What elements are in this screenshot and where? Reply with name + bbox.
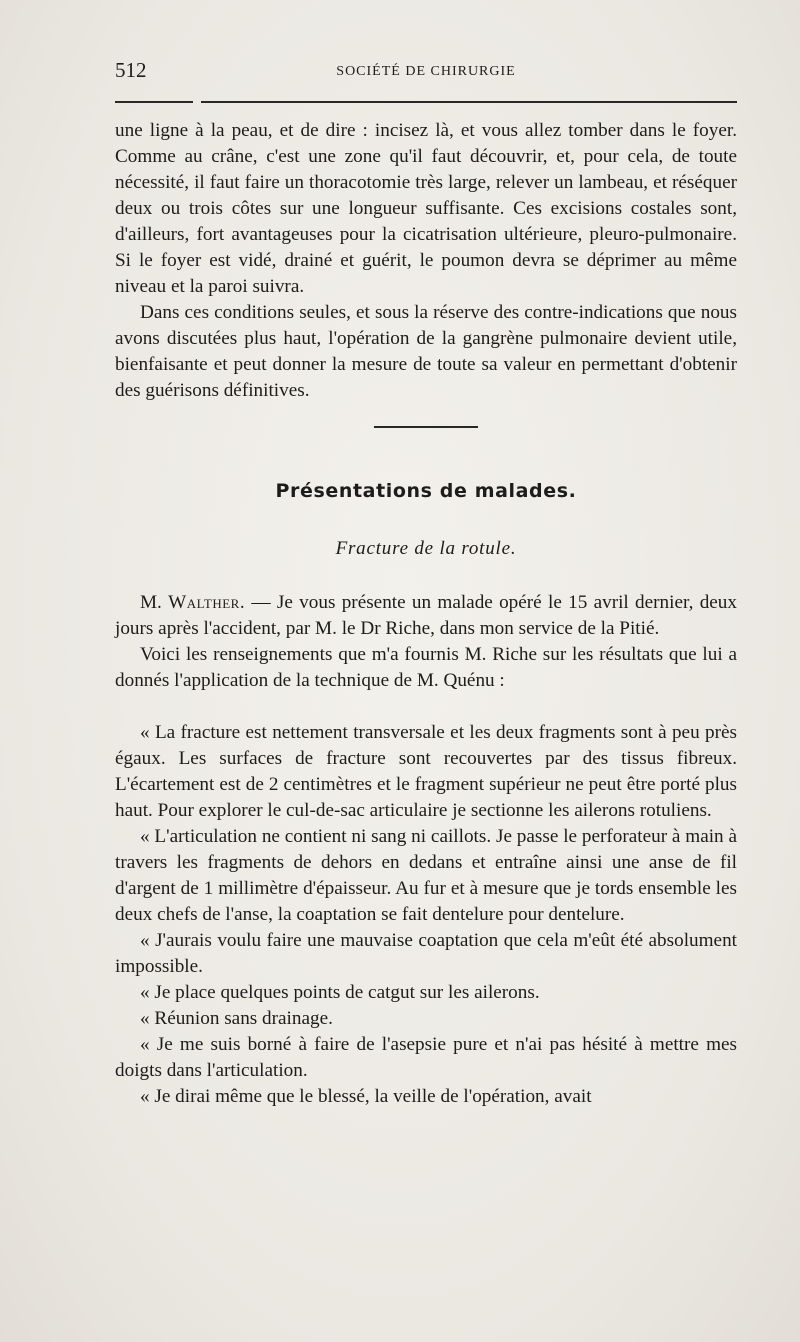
speaker-name: Walther. xyxy=(168,592,246,613)
paragraph-conclusion: Dans ces conditions seules, et sous la réserve des contre-indications que nous avons discutées plus haut, l'opération de la gangrène pulmonaire devient utile, bienfaisante et peut donner la mesure de toute sa valeur en permettant d'obtenir des guérisons définitives. xyxy=(115,302,737,401)
running-title: SOCIÉTÉ DE CHIRURGIE xyxy=(336,64,516,79)
quote-paragraph: « L'articulation ne contient ni sang ni caillots. Je passe le perforateur à main à travers les fragments de dehors en dedans et entraîne ainsi une anse de fil d'argent de 1 millimètre d'épaisseur. Au fur et à mesure que je tords ensemble les deux chefs de l'anse, la coaptation se fait dentelure pour dentelure. xyxy=(115,826,737,925)
header-rule-short xyxy=(115,101,193,103)
quote-paragraph: « La fracture est nettement transversale et les deux fragments sont à peu près égaux. Les surfaces de fracture sont recouvertes par des tissus fibreux. L'écartement est de 2 centimètres et le fragment supérieur ne peut être porté plus haut. Pour explorer le cul-de-sac articulaire je sectionne les ailerons rotuliens. xyxy=(115,722,737,821)
quote-paragraph: « J'aurais voulu faire une mauvaise coaptation que cela m'eût été absolument impossible. xyxy=(115,930,737,977)
page-number: 512 xyxy=(115,58,147,82)
section-subtitle: Fracture de la rotule. xyxy=(335,538,517,559)
quote-paragraph: « Je place quelques points de catgut sur les ailerons. xyxy=(140,982,540,1003)
paragraph-continued: une ligne à la peau, et de dire : incisez là, et vous allez tomber dans le foyer. Comme au crâne, c'est une zone qu'il faut découvrir, et, pour cela, de toute nécessité, il faut faire un thoracotomie très large, relever un lambeau, et réséquer deux ou trois côtes sur une longueur suffisante. Ces excisions costales sont, d'ailleurs, fort avantageuses pour la cicatrisation ultérieure, pleuro-pulmonaire. Si le foyer est vidé, drainé et guérit, le poumon devra se déprimer au même niveau et la paroi suivra. xyxy=(115,120,737,297)
section-separator xyxy=(374,426,478,428)
paragraph-intro: Voici les renseignements que m'a fournis M. Riche sur les résultats que lui a donnés l'application de la technique de M. Quénu : xyxy=(115,644,737,691)
page-body xyxy=(115,118,737,1110)
quote-paragraph: « Réunion sans drainage. xyxy=(140,1008,333,1029)
page-header xyxy=(115,58,737,84)
section-title: Présentations de malades. xyxy=(275,480,577,502)
speaker-prefix: M. xyxy=(140,592,162,613)
speaker-paragraph xyxy=(115,590,737,642)
quote-paragraph: « Je dirai même que le blessé, la veille de l'opération, avait xyxy=(140,1086,592,1107)
speaker-text: — Je vous présente un malade opéré le 15 avril dernier, deux jours après l'accident, par M. le Dr Riche, dans mon service de la Pitié. xyxy=(115,592,737,639)
quote-paragraph: « Je me suis borné à faire de l'asepsie pure et n'ai pas hésité à mettre mes doigts dans l'articulation. xyxy=(115,1034,737,1081)
header-rule-long xyxy=(201,101,737,103)
